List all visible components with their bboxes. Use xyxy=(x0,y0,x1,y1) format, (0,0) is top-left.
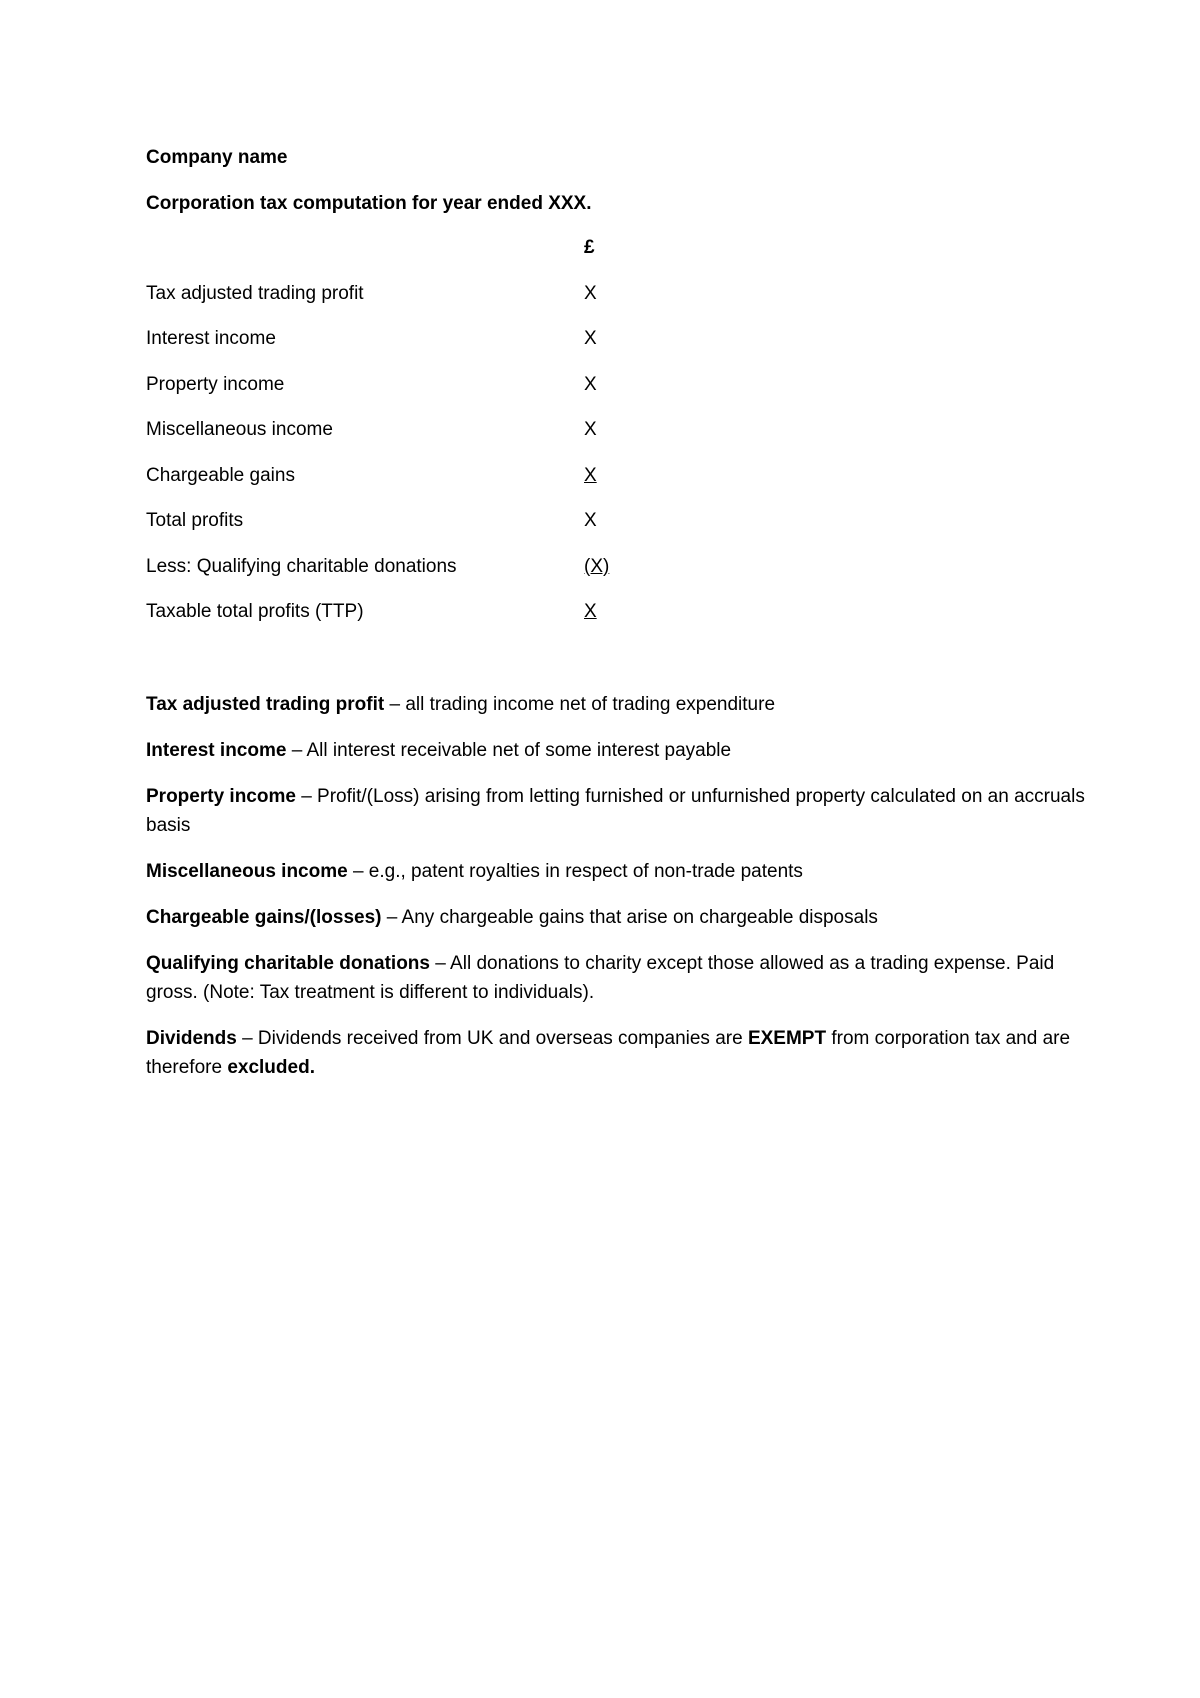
definition-item xyxy=(146,903,1086,932)
definition-item xyxy=(146,949,1086,1007)
definition-text: – Any chargeable gains that arise on chargeable disposals xyxy=(381,906,878,928)
row-amount: X xyxy=(584,373,597,395)
definition-term: Miscellaneous income xyxy=(146,860,348,882)
computation-row xyxy=(146,464,1086,510)
definition-text: from corporation tax and are therefore xyxy=(146,1027,1071,1078)
computation-rows xyxy=(146,282,1086,646)
computation-row xyxy=(146,555,1086,601)
currency-header-spacer xyxy=(146,236,584,282)
definition-term: Interest income xyxy=(146,739,287,761)
row-amount: X xyxy=(584,510,597,531)
computation-heading: Corporation tax computation for year ended XXX. xyxy=(146,193,592,214)
document-page xyxy=(146,146,1086,1099)
definition-item xyxy=(146,782,1086,840)
row-amount: X xyxy=(584,282,597,304)
definition-emphasis: excluded. xyxy=(227,1056,315,1078)
definition-item xyxy=(146,857,1086,886)
definition-text: – e.g., patent royalties in respect of non-trade patents xyxy=(347,860,803,882)
row-label: Tax adjusted trading profit xyxy=(146,282,364,304)
definition-item xyxy=(146,690,1086,719)
definition-term: Chargeable gains/(losses) xyxy=(146,906,382,928)
row-label: Taxable total profits (TTP) xyxy=(146,601,364,622)
computation-row xyxy=(146,509,1086,555)
definition-term: Qualifying charitable donations xyxy=(146,952,430,974)
computation-row xyxy=(146,418,1086,464)
row-amount: X xyxy=(584,464,597,486)
computation-table xyxy=(146,236,1086,646)
row-label: Less: Qualifying charitable donations xyxy=(146,555,457,577)
computation-row xyxy=(146,600,1086,646)
computation-row xyxy=(146,282,1086,328)
row-label: Miscellaneous income xyxy=(146,419,333,440)
definitions-list xyxy=(146,690,1086,1082)
computation-row xyxy=(146,327,1086,373)
definition-dividends xyxy=(146,1024,1086,1082)
currency-symbol: £ xyxy=(584,237,595,258)
computation-row xyxy=(146,373,1086,419)
row-amount: (X) xyxy=(584,555,610,577)
row-label: Chargeable gains xyxy=(146,464,295,486)
definition-text: – All interest receivable net of some interest payable xyxy=(286,739,732,761)
definition-text: – Profit/(Loss) arising from letting furnished or unfurnished property calculated on an accruals basis xyxy=(146,785,1085,836)
row-label: Property income xyxy=(146,373,285,395)
definition-emphasis: EXEMPT xyxy=(747,1027,827,1049)
currency-header-row xyxy=(146,236,1086,282)
definition-text: – All donations to charity except those allowed as a trading expense. Paid gross. (Note: Tax treatment is different to individuals). xyxy=(146,952,1055,1003)
definition-term: Dividends xyxy=(146,1027,237,1049)
row-amount: X xyxy=(584,601,597,622)
row-amount: X xyxy=(584,419,597,440)
row-label: Total profits xyxy=(146,510,244,531)
definition-items xyxy=(146,690,1086,1007)
definition-term: Property income xyxy=(146,785,296,807)
row-label: Interest income xyxy=(146,328,276,349)
definition-text: – all trading income net of trading expenditure xyxy=(384,693,776,715)
definition-term: Tax adjusted trading profit xyxy=(146,693,385,715)
company-name: Company name xyxy=(146,147,288,168)
definition-text: – Dividends received from UK and overseas companies are xyxy=(236,1027,748,1049)
definition-item xyxy=(146,736,1086,765)
row-amount: X xyxy=(584,328,597,349)
